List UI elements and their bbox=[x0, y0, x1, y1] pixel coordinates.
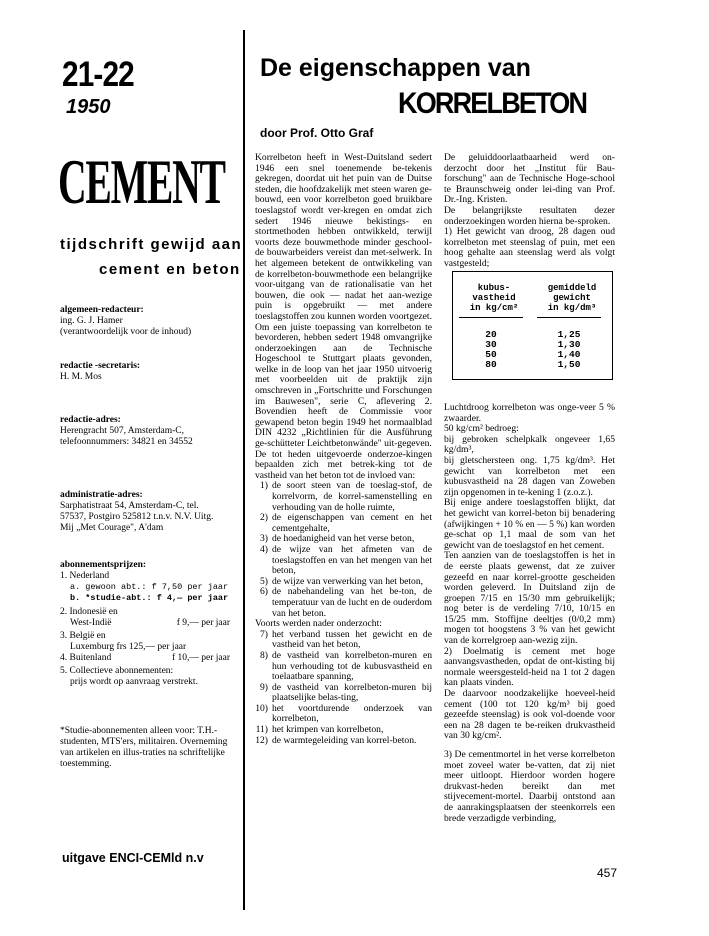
chief-note: (verantwoordelijk voor de inhoud) bbox=[60, 327, 192, 337]
secretary-block bbox=[60, 361, 235, 383]
issue-number: 21-22 bbox=[62, 55, 134, 94]
chief-label: algemeen-redacteur: bbox=[60, 305, 144, 315]
list-text: de hoedanigheid van het verse beton, bbox=[272, 533, 415, 545]
article-column-2-top bbox=[444, 153, 615, 270]
article-title-line1: De eigenschappen van bbox=[260, 54, 531, 82]
list-number: 12) bbox=[255, 734, 268, 746]
abroad-price: f 10,— per jaar bbox=[171, 653, 230, 663]
paragraph: 3) De cementmortel in het verse korrelbeton moet zoveel water be-vatten, dat zij niet meer uitloopt. Hierdoor worden hogere drukvast-heden bereikt dan met stijvecement-mortel. Daarbij ontstond aan de aanrakingsplaatsen der steenkorrels een brede verzadigde verbinding, bbox=[444, 749, 615, 824]
admin-address-block bbox=[60, 490, 235, 534]
subs-label: abonnementsprijzen: bbox=[60, 560, 147, 570]
list-item bbox=[255, 630, 432, 651]
paragraph: Voorts werden nader onderzocht: bbox=[255, 618, 382, 630]
publisher-footer: uitgave ENCI-CEMld n.v bbox=[62, 851, 204, 865]
table-header-text: kubus- bbox=[477, 283, 511, 293]
nl-price-b: b. *studie-abt.: f 4,— per jaar bbox=[70, 593, 229, 603]
list-item bbox=[255, 736, 432, 747]
nl-label: 1. Nederland bbox=[60, 571, 110, 581]
list-number: 6) bbox=[260, 586, 268, 598]
secretary-label: redactie -secretaris: bbox=[60, 361, 141, 371]
indo-label: 2. Indonesië en bbox=[60, 607, 118, 617]
address-label: redactie-adres: bbox=[60, 415, 121, 425]
paragraph: Luchtdroog korrelbeton was onge-veer 5 % zwaarder. bbox=[444, 402, 615, 424]
table-header-text: vastheid bbox=[472, 293, 516, 303]
admin-line2: 57537, Postgiro 525812 t.n.v. N.V. Uitg. bbox=[60, 512, 214, 522]
paragraph: De geluiddoorlaatbaarheid werd on-derzocht door het „Institut für Bau-forschung" aan de Technische Hoge-school te Braunschweig onder lei-ding van Prof. Dr.-Ing. Kristen. bbox=[444, 152, 615, 206]
list-text: de wijze van verwerking van het beton, bbox=[272, 575, 424, 587]
list-item bbox=[255, 704, 432, 725]
paragraph: De belangrijkste resultaten dezer onderzoekingen worden hierna be-sproken. bbox=[444, 204, 615, 227]
list-item bbox=[255, 513, 432, 534]
list-text: de vastheid van korrelbeton-muren en hun verhouding tot de kubusvastheid en toelaatbare spanning, bbox=[272, 649, 432, 683]
table-header-text: gewicht bbox=[553, 293, 591, 303]
article-author: door Prof. Otto Graf bbox=[260, 126, 374, 140]
article-title-line2: KORRELBETON bbox=[398, 87, 587, 120]
paragraph: 1) Het gewicht van droog, 28 dagen oud korrelbeton met steenslag of puin, met een hoog gehalte aan steenslag werd als volgt vastgesteld; bbox=[444, 226, 615, 269]
address-line: Herengracht 507, Amsterdam-C, bbox=[60, 426, 184, 436]
paragraph: De daarvoor noodzakelijke hoeveel-heid cement (100 tot 120 kg/m³ bij goed gezeefde steenslag) is ook vol-doende voor een na 28 dagen te be-reiken drukvastheid van 30 kg/cm². bbox=[444, 688, 615, 742]
paragraph: Bij enige andere toeslagstoffen blijkt, dat het gewicht van korrel-beton bij benadering (afwijkingen + 10 % en — 5 %) kan worden ge-schat op 1,1 maal de som van het gewicht van de toeslagstof en het cement. bbox=[444, 497, 615, 551]
paragraph: Om een juiste toepassing van korrelbeton te bevorderen, hebben sedert 1948 omvangrijke onderzoekingen aan de Technische Hogeschool te Stuttgart plaats gevonden, welke in de loop van het jaar 1950 uitvoerig met voorbeelden uit de praktijk zijn omschreven in „Fortschritte und Forschungen im Bauwesen", serie C, aflevering 2. Bovendien heeft de Commissie voor gewapend beton begin 1949 het normaalblad DIN 4232 „Richtlinien für die Ausführung ge-schütteter Leichtbetonwände" uit-gegeven. bbox=[255, 321, 432, 450]
table-cell-strength: 30 bbox=[485, 339, 497, 350]
table-header-text: in kg/cm² bbox=[469, 303, 519, 313]
paragraph: bij gletschersteen ong. 1,75 kg/dm³. Het gewicht van korrelbeton met een kubusvastheid na 28 dagen van Zoweben zijn opgenomen in te-kening 1 (z.o.z.). bbox=[444, 454, 615, 498]
list-item bbox=[255, 651, 432, 683]
list-number: 8) bbox=[260, 649, 268, 661]
further-list bbox=[255, 630, 432, 747]
article-column-2-bottom bbox=[444, 403, 615, 824]
paragraph: Ten aanzien van de toeslagstoffen is het in de eerste plaats gewenst, dat ze zuiver gezeefd en naar korrel-grootte gescheiden worden geleverd. In Duitsland zijn de groepen 7/15 en 15/30 mm gebruikelijk; nog beter is de verdeling 7/10, 10/15 en 15/25 mm. Stoffijne deeltjes (0/0,2 mm) mogen tot hoogstens 3 % van het gewicht van de korrelgroep aan-wezig zijn. bbox=[444, 550, 615, 647]
list-text: het voortdurende onderzoek van korrelbeton, bbox=[272, 702, 432, 725]
chief-editor-block bbox=[60, 305, 235, 338]
table-cell-weight: 1,50 bbox=[557, 359, 581, 370]
list-number: 1) bbox=[260, 480, 268, 492]
list-text: de wijze van het afmeten van de toeslagstoffen en van het mengen van het beton, bbox=[272, 543, 432, 577]
table-cell-strength: 20 bbox=[485, 329, 497, 340]
admin-line3: Mij „Met Courage", A'dam bbox=[60, 523, 164, 533]
issue-year: 1950 bbox=[66, 96, 111, 118]
nl-price-a: a. gewoon abt.: f 7,50 per jaar bbox=[70, 582, 229, 592]
indo-sub: West-Indië bbox=[70, 618, 112, 628]
paragraph: 2) Doelmatig is cement met hoge aanvangsvastheden, opdat de ont-kisting bij normale weersgesteld-heid na 1 tot 2 dagen kan plaats vinden. bbox=[444, 645, 615, 689]
table-header-text: in kg/dm³ bbox=[547, 303, 597, 313]
belg-label: 3. België en bbox=[60, 631, 106, 641]
list-number: 10) bbox=[255, 702, 268, 714]
secretary-name: H. M. Mos bbox=[60, 372, 102, 382]
paragraph: 50 kg/cm² bedroeg: bbox=[444, 423, 519, 435]
table-header-text: gemiddeld bbox=[547, 283, 597, 293]
editorial-address-block bbox=[60, 415, 235, 448]
list-text: het krimpen van korrelbeton, bbox=[272, 724, 384, 736]
list-number: 2) bbox=[260, 512, 268, 524]
paragraph: bij gebroken schelpkalk ongeveer 1,65 kg/dm³, bbox=[444, 433, 615, 456]
list-text: de warmtegeleiding van korrel-beton. bbox=[272, 734, 417, 746]
list-number: 9) bbox=[260, 681, 268, 693]
chief-name: ing. G. J. Hamer bbox=[60, 316, 123, 326]
list-item bbox=[255, 481, 432, 513]
list-number: 5) bbox=[260, 575, 268, 587]
table-cell-weight: 1,25 bbox=[557, 329, 581, 340]
table-rule bbox=[537, 317, 601, 318]
tagline-line2: cement en beton bbox=[99, 261, 241, 278]
list-text: het verband tussen het gewicht en de vastheid van het beton, bbox=[272, 628, 432, 651]
list-text: de vastheid van korrelbeton-muren bij plaatselijke belas-ting, bbox=[272, 681, 432, 704]
list-number: 7) bbox=[260, 628, 268, 640]
factor-list bbox=[255, 481, 432, 619]
list-text: de nabehandeling van het be-ton, de temperatuur van de lucht en de ouderdom van het beton. bbox=[272, 586, 432, 619]
weight-table bbox=[452, 271, 613, 380]
paragraph: Korrelbeton heeft in West-Duitsland sedert 1946 een snel toenemende be-tekenis gekregen, doordat uit het puin van de Duitse steden, die hoofdzakelijk met steen waren ge-bouwd, een voor korrelbeton goed bruikbare toeslagstof wordt ver-kregen en omdat zich sedert 1946 nieuwe bekistings- en stortmethoden hebben ontwikkeld, terwijl voorts deze bouwmethode minder geschool-de bouwarbeiders vereist dan met-selwerk. In het algemeen betekent de ontwikkeling van de korrelbeton-bouwmethode een belangrijke voor-uitgang van de rationalisatie van het bouwen, die ook — nadat het aan-wezige puin is opgebruikt — met andere toeslagstoffen zou kunnen worden voortgezet. bbox=[255, 152, 432, 322]
coll-sub: prijs wordt op aanvraag verstrekt. bbox=[70, 677, 198, 687]
table-cell-weight: 1,40 bbox=[557, 349, 581, 360]
paragraph: De tot heden uitgevoerde onderzoe-kingen bepaalden zich met betrek-king tot de vastheid van het beton tot de invloed van: bbox=[255, 448, 432, 481]
abroad-label: 4. Buitenland bbox=[60, 653, 112, 663]
table-cell-weight: 1,30 bbox=[557, 339, 581, 350]
belg-sub: Luxemburg frs 125,— per jaar bbox=[70, 642, 187, 652]
list-number: 11) bbox=[255, 724, 268, 736]
table-cell-strength: 50 bbox=[485, 349, 497, 360]
magazine-title: CEMENT bbox=[58, 146, 225, 217]
coll-label: 5. Collectieve abonnementen: bbox=[60, 666, 174, 676]
admin-line1: Sarphatistraat 54, Amsterdam-C, tel. bbox=[60, 501, 199, 511]
table-header-weight bbox=[535, 283, 609, 313]
indo-price: f 9,— per jaar bbox=[176, 618, 230, 628]
list-text: de soort steen van de toeslag-stof, de korrelvorm, de korrel-samenstelling en verhouding van de holle ruimte, bbox=[272, 480, 432, 513]
article-column-1 bbox=[255, 153, 432, 746]
list-item bbox=[255, 683, 432, 704]
table-header-strength bbox=[459, 283, 529, 313]
address-phone: telefoonnummers: 34821 en 34552 bbox=[60, 437, 193, 447]
table-cell-strength: 80 bbox=[485, 359, 497, 370]
list-item bbox=[255, 545, 432, 577]
list-text: de eigenschappen van cement en het cementgehalte, bbox=[272, 512, 432, 534]
list-number: 3) bbox=[260, 533, 268, 545]
page-number: 457 bbox=[597, 866, 618, 880]
list-item bbox=[255, 587, 432, 619]
admin-label: administratie-adres: bbox=[60, 490, 143, 500]
tagline-line1: tijdschrift gewijd aan bbox=[60, 236, 243, 253]
column-divider bbox=[243, 30, 245, 910]
table-rule bbox=[459, 317, 523, 318]
subscription-note: *Studie-abonnementen alleen voor: T.H.-studenten, MTS'ers, militairen. Overneming van artikelen en illus-traties na schriftelijke toestemming. bbox=[60, 726, 228, 769]
subscription-block bbox=[60, 560, 230, 688]
list-number: 4) bbox=[260, 543, 268, 555]
